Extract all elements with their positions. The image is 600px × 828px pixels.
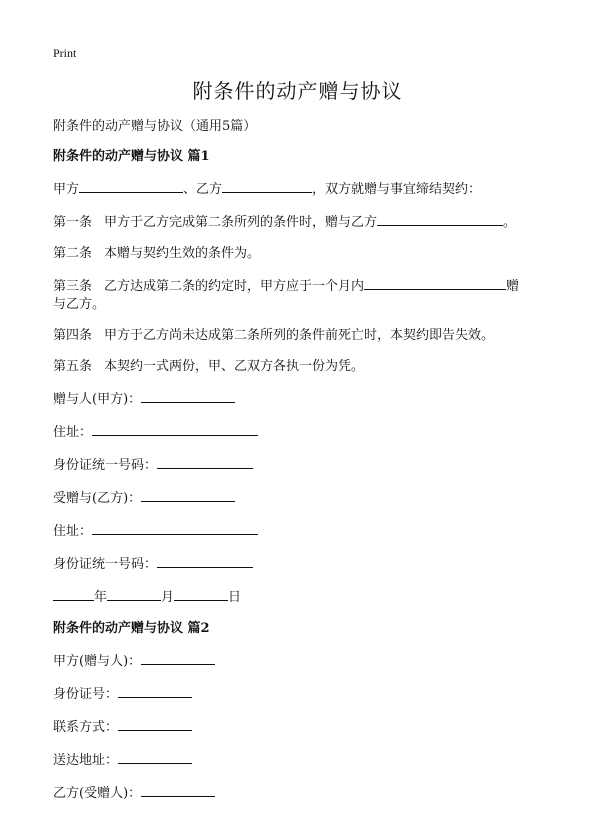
year-label: 年 bbox=[94, 590, 108, 605]
deliver-item-blank[interactable] bbox=[364, 276, 506, 290]
donor-field bbox=[53, 389, 542, 409]
article-text: 甲方于乙方尚未达成第二条所列的条件前死亡时，本契约即告失效。 bbox=[104, 328, 495, 343]
field-label: 送达地址： bbox=[53, 753, 119, 768]
day-label: 日 bbox=[228, 590, 242, 605]
party-a-blank[interactable] bbox=[79, 179, 183, 193]
field-label: 身份证号： bbox=[53, 687, 119, 702]
document-title: 附条件的动产赠与协议 bbox=[192, 79, 403, 103]
article-number: 第五条 bbox=[53, 359, 93, 374]
date-line bbox=[53, 587, 542, 607]
section-2-heading: 附条件的动产赠与协议 篇2 bbox=[53, 621, 210, 636]
gift-item-blank[interactable] bbox=[377, 212, 503, 226]
article-text: 本赠与契约生效的条件为。 bbox=[104, 246, 261, 261]
id-number-blank-2[interactable] bbox=[157, 554, 253, 568]
recipient-blank[interactable] bbox=[141, 488, 235, 502]
field-label: 住址： bbox=[53, 524, 93, 539]
field-label: 受赠与(乙方)： bbox=[53, 491, 142, 506]
donor-blank[interactable] bbox=[141, 389, 235, 403]
field-label: 甲方(赠与人)： bbox=[53, 654, 142, 669]
month-blank[interactable] bbox=[107, 587, 161, 601]
article-text: 甲方于乙方完成第二条所列的条件时，赠与乙方 bbox=[104, 215, 378, 230]
article-2 bbox=[53, 245, 542, 263]
s2-recipient-blank[interactable] bbox=[141, 783, 215, 797]
article-5 bbox=[53, 358, 542, 376]
address-field-2 bbox=[53, 521, 542, 541]
field-label: 身份证统一号码： bbox=[53, 557, 158, 572]
s2-donor-blank[interactable] bbox=[141, 651, 215, 665]
party-line bbox=[53, 179, 542, 199]
address-blank[interactable] bbox=[92, 422, 258, 436]
article-text: 乙方达成第二条的约定时，甲方应于一个月内 bbox=[104, 279, 365, 294]
party-line-tail: ，双方就赠与事宜缔结契约： bbox=[312, 182, 482, 197]
article-3-continuation: 与乙方。 bbox=[53, 297, 106, 312]
article-number: 第一条 bbox=[53, 215, 93, 230]
party-b-label: 、乙方 bbox=[183, 182, 223, 197]
article-number: 第二条 bbox=[53, 246, 93, 261]
field-label: 身份证统一号码： bbox=[53, 458, 158, 473]
article-4 bbox=[53, 327, 542, 345]
s2-donor-field bbox=[53, 651, 542, 671]
party-a-label: 甲方 bbox=[53, 182, 80, 197]
s2-contact-field bbox=[53, 717, 542, 737]
field-label: 联系方式： bbox=[53, 720, 119, 735]
id-number-blank[interactable] bbox=[157, 455, 253, 469]
s2-recipient-field bbox=[53, 783, 542, 803]
s2-id-blank[interactable] bbox=[118, 684, 192, 698]
day-blank[interactable] bbox=[174, 587, 228, 601]
recipient-field bbox=[53, 488, 542, 508]
section-1-heading: 附条件的动产赠与协议 篇1 bbox=[53, 149, 210, 164]
s2-id-field bbox=[53, 684, 542, 704]
field-label: 住址： bbox=[53, 425, 93, 440]
article-3 bbox=[53, 276, 542, 296]
article-text: 本契约一式两份，甲、乙双方各执一份为凭。 bbox=[104, 359, 365, 374]
month-label: 月 bbox=[161, 590, 175, 605]
article-number: 第三条 bbox=[53, 279, 93, 294]
year-blank[interactable] bbox=[53, 587, 94, 601]
s2-contact-blank[interactable] bbox=[118, 717, 192, 731]
id-number-field-2 bbox=[53, 554, 542, 574]
print-label[interactable]: Print bbox=[53, 46, 77, 60]
article-number: 第四条 bbox=[53, 328, 93, 343]
s2-address-field bbox=[53, 750, 542, 770]
article-tail: 。 bbox=[503, 215, 517, 230]
article-tail: 赠 bbox=[506, 279, 520, 294]
document-subtitle: 附条件的动产赠与协议（通用5篇） bbox=[53, 119, 257, 134]
s2-address-blank[interactable] bbox=[118, 750, 192, 764]
id-number-field bbox=[53, 455, 542, 475]
field-label: 赠与人(甲方)： bbox=[53, 392, 142, 407]
party-b-blank[interactable] bbox=[222, 179, 312, 193]
address-blank-2[interactable] bbox=[92, 521, 258, 535]
address-field bbox=[53, 422, 542, 442]
article-1 bbox=[53, 212, 542, 232]
field-label: 乙方(受赠人)： bbox=[53, 786, 142, 801]
